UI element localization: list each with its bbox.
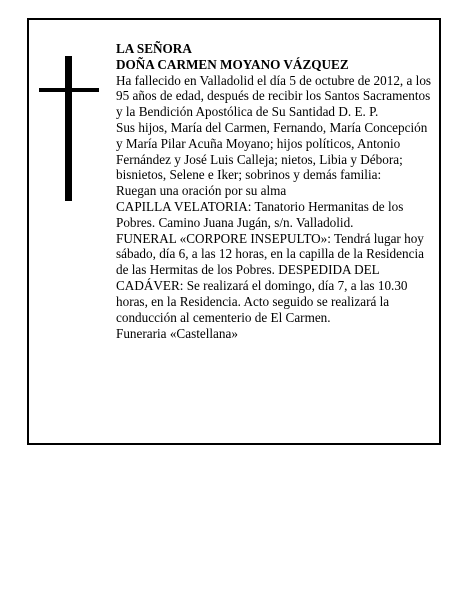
deceased-name: DOÑA CARMEN MOYANO VÁZQUEZ [116,56,349,72]
funeral-details: FUNERAL «CORPORE INSEPULTO»: Tendrá lugar hoy sábado, día 6, a las 12 horas, en la capilla de la Residencia de las Hermitas de los Pobres. DESPEDIDA DEL CADÁVER: Se realizará el domingo, día 7, a las 10.30 horas, en la Residencia. Acto seguido se realizará la conducción al cementerio de El Carmen. [116,230,424,325]
funeral-home: Funeraria «Castellana» [116,326,238,342]
notice-text [116,41,434,342]
obituary-notice [27,18,441,445]
prayer-request: Ruegan una oración por su alma [116,183,287,199]
chapel-details: CAPILLA VELATORIA: Tanatorio Hermanitas de los Pobres. Camino Juana Jugán, s/n. Valladolid. [116,198,404,230]
latin-cross-icon [39,56,99,201]
death-announcement: Ha fallecido en Valladolid el día 5 de octubre de 2012, a los 95 años de edad, después de recibir los Santos Sacramentos y la Bendición Apostólica de Su Santidad D. E. P. [116,72,432,120]
notice-title: LA SEÑORA [116,41,192,56]
cross-vertical-bar [65,56,72,201]
cross-horizontal-bar [39,88,99,92]
family-list: Sus hijos, María del Carmen, Fernando, María Concepción y María Pilar Acuña Moyano; hijos políticos, Antonio Fernández y José Luis Calleja; nietos, Libia y Débora; bisnietos, Selene e Iker; sobrinos y demás familia: [116,119,428,183]
